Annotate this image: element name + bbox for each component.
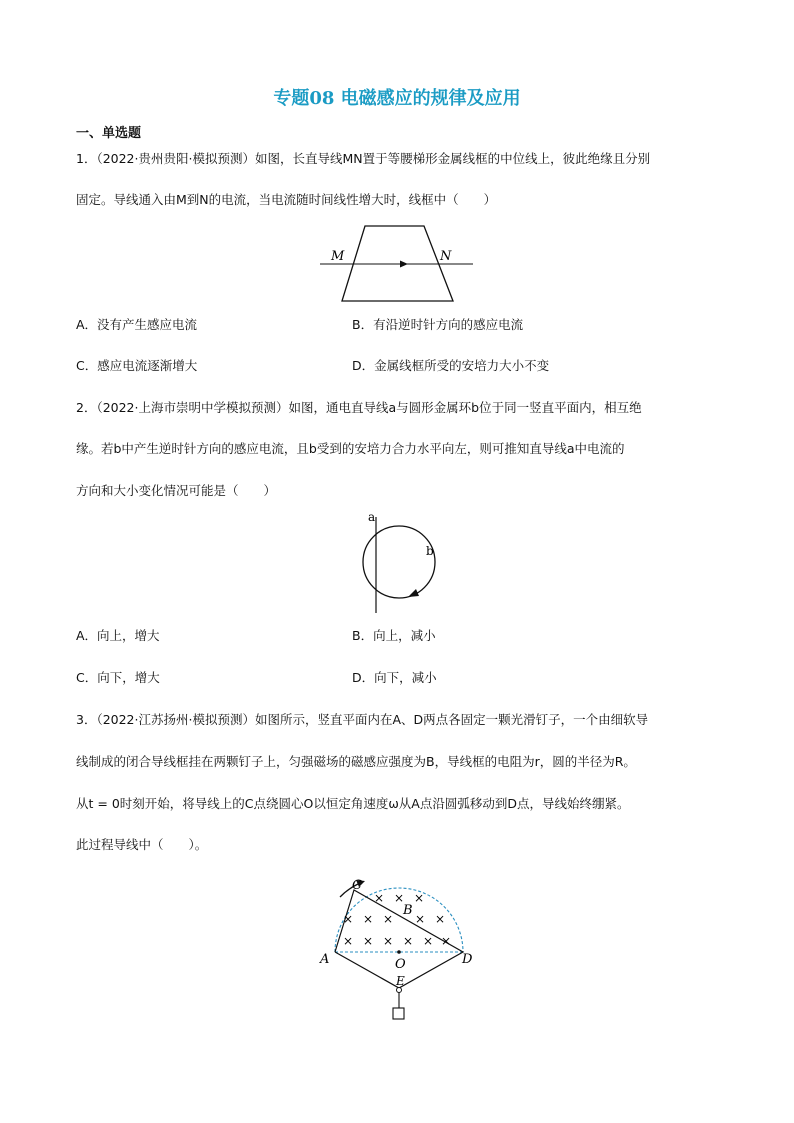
field-mark: × xyxy=(394,891,405,905)
label-b: B xyxy=(403,903,413,918)
field-mark: × xyxy=(383,934,394,948)
field-mark: × xyxy=(414,891,425,905)
field-mark: × xyxy=(441,934,452,948)
label-e: E xyxy=(396,974,405,988)
page-title: 专题08 电磁感应的规律及应用 xyxy=(273,88,521,109)
q1-option-c[interactable]: C．感应电流逐渐增大 xyxy=(76,358,198,373)
field-mark: × xyxy=(363,934,374,948)
field-mark: × xyxy=(415,912,426,926)
field-mark: × xyxy=(343,912,354,926)
q1-option-a[interactable]: A．没有产生感应电流 xyxy=(76,317,198,332)
q1-option-d[interactable]: D．金属线框所受的安培力大小不变 xyxy=(352,358,550,373)
q2-text-line-3: 方向和大小变化情况可能是（ ） xyxy=(76,483,277,498)
field-mark: × xyxy=(403,934,414,948)
q3-figure xyxy=(310,872,480,1024)
q2-figure xyxy=(350,507,450,615)
field-mark: × xyxy=(423,934,434,948)
field-mark: × xyxy=(343,934,354,948)
point-e-ring xyxy=(397,988,402,993)
label-n: N xyxy=(440,249,452,264)
q3-text-line-4: 此过程导线中（ ）。 xyxy=(76,837,208,852)
q2-option-a[interactable]: A．向上，增大 xyxy=(76,628,160,643)
center-o-dot xyxy=(397,950,401,954)
field-mark: × xyxy=(383,912,394,926)
q2-option-c[interactable]: C．向下，增大 xyxy=(76,670,160,685)
metal-ring-b xyxy=(363,526,435,598)
section-heading: 一、单选题 xyxy=(76,126,142,141)
q3-text-line-1: 3．（2022·江苏扬州·模拟预测）如图所示，竖直平面内在A、D两点各固定一颗光滑钉子，一个由细软导 xyxy=(76,712,649,727)
ring-arrow-icon xyxy=(408,589,419,597)
label-d: D xyxy=(462,952,473,967)
q2-text-line-2: 缘。若b中产生逆时针方向的感应电流，且b受到的安培力合力水平向左，则可推知直导线a中电流的 xyxy=(76,441,625,456)
q3-text-line-3: 从t = 0时刻开始，将导线上的C点绕圆心O以恒定角速度ω从A点沿圆弧移动到D点，导线始终绷紧。 xyxy=(76,796,630,811)
q2-option-b[interactable]: B．向上，减小 xyxy=(352,628,436,643)
label-a: A xyxy=(320,952,330,967)
label-c: C xyxy=(352,878,362,893)
label-o: O xyxy=(395,957,406,972)
q2-text-line-1: 2．（2022·上海市崇明中学模拟预测）如图，通电直导线a与圆形金属环b位于同一竖直平面内，相互绝 xyxy=(76,400,642,415)
current-arrow-icon xyxy=(400,261,408,268)
q1-figure xyxy=(310,222,480,304)
hanging-weight xyxy=(393,1008,404,1019)
field-mark: × xyxy=(374,891,385,905)
field-mark: × xyxy=(363,912,374,926)
q2-option-d[interactable]: D．向下，减小 xyxy=(352,670,437,685)
q3-text-line-2: 线制成的闭合导线框挂在两颗钉子上，匀强磁场的磁感应强度为B，导线框的电阻为r，圆的半径为R。 xyxy=(76,754,636,769)
label-a: a xyxy=(368,510,376,524)
field-mark: × xyxy=(435,912,446,926)
q1-text-line-1: 1．（2022·贵州贵阳·模拟预测）如图，长直导线MN置于等腰梯形金属线框的中位线上，彼此绝缘且分别 xyxy=(76,151,651,166)
q1-option-b[interactable]: B．有沿逆时针方向的感应电流 xyxy=(352,317,524,332)
q1-text-line-2: 固定。导线通入由M到N的电流，当电流随时间线性增大时，线框中（ ） xyxy=(76,192,497,207)
label-m: M xyxy=(331,249,345,264)
label-b: b xyxy=(426,544,434,558)
